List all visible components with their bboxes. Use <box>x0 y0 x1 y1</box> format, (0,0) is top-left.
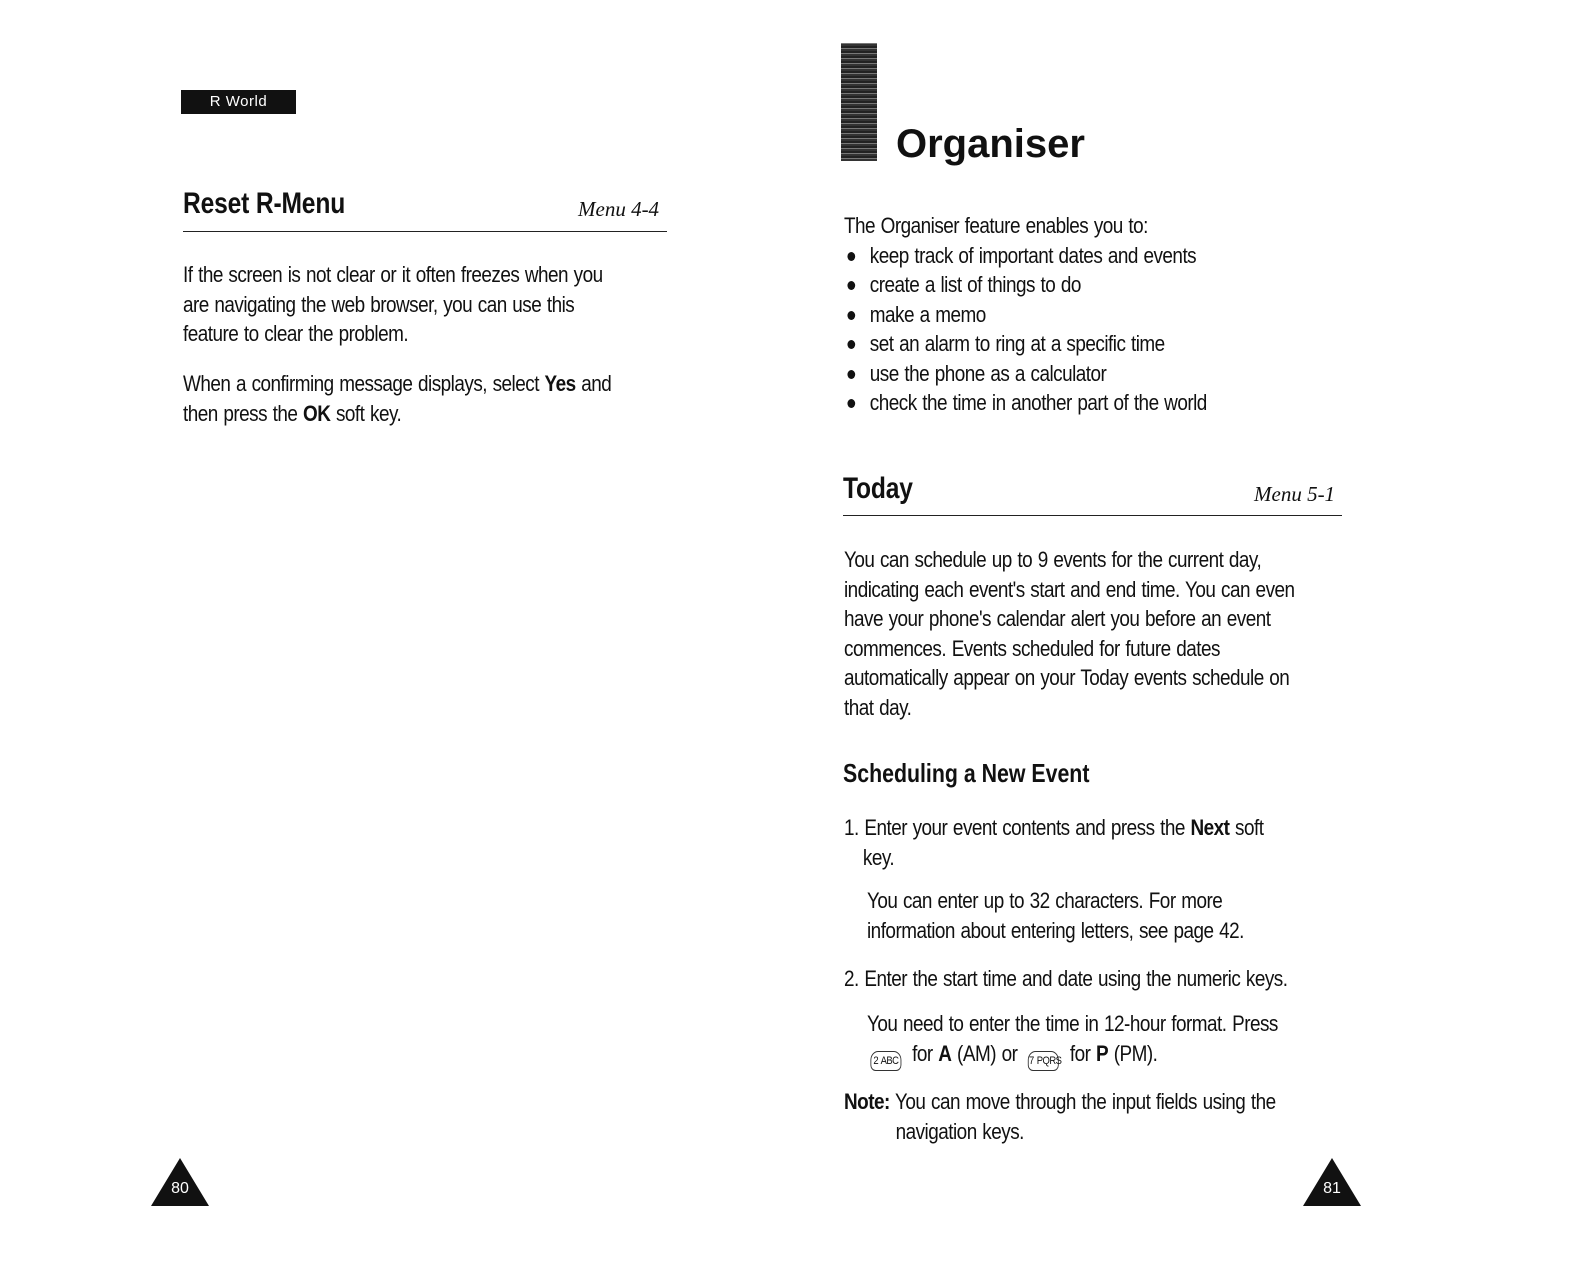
note-label: Note: <box>844 1089 890 1114</box>
reset-paragraph-1: If the screen is not clear or it often freezes when you are navigating the web browser, you can use this feature to clear the problem. <box>183 262 603 346</box>
menu-reference: Menu 5-1 <box>1254 482 1336 506</box>
step-1-note: You can enter up to 32 characters. For more information about entering letters, see page 42. <box>867 888 1244 943</box>
organiser-feature-list <box>844 241 1207 418</box>
list-item: keep track of important dates and events <box>844 241 1207 271</box>
running-head: R World <box>181 90 296 114</box>
list-item: use the phone as a calculator <box>844 359 1207 389</box>
menu-reference: Menu 4-4 <box>578 197 660 221</box>
step-2-note: You need to enter the time in 12-hour format. Press 2 ABC for A (AM) or 7 PQRS for P (PM). <box>867 1009 1278 1068</box>
page-marker-right <box>1302 1158 1362 1208</box>
list-item: check the time in another part of the world <box>844 388 1207 418</box>
section-rule <box>183 231 667 232</box>
list-item: create a list of things to do <box>844 270 1207 300</box>
step-1: 1. Enter your event contents and press the Next soft key. <box>844 815 1264 870</box>
section-rule <box>843 515 1342 516</box>
page-number-80: 80 <box>171 1180 189 1197</box>
list-item: make a memo <box>844 300 1207 330</box>
list-item: set an alarm to ring at a specific time <box>844 329 1207 359</box>
today-paragraph: You can schedule up to 9 events for the current day, indicating each event's start and end time. You can even have your phone's calendar alert you before an event commences. Events scheduled for future dates automatically appear on your Today events schedule on that day. <box>844 547 1295 720</box>
section-title-today: Today <box>843 472 913 505</box>
chapter-title: Organiser <box>896 122 1085 166</box>
organiser-intro: The Organiser feature enables you to: keep track of important dates and events create a list of things to do make a memo set an alarm to ring at a specific time use the phone as a calculator check the time in another part of the world <box>844 211 1207 418</box>
page-marker-left <box>150 1158 210 1208</box>
section-title-reset-r-menu: Reset R-Menu <box>183 187 346 220</box>
keypad-2-icon: 2 ABC <box>870 1051 901 1071</box>
page-number-81: 81 <box>1323 1180 1341 1197</box>
subsection-title-scheduling: Scheduling a New Event <box>843 758 1090 788</box>
chapter-tab-bar <box>841 43 877 161</box>
note: Note: You can move through the input fields using the navigation keys. <box>844 1089 1276 1144</box>
step-2: 2. Enter the start time and date using the numeric keys. <box>844 966 1288 991</box>
keypad-7-icon: 7 PQRS <box>1028 1051 1059 1071</box>
reset-paragraph-2: When a confirming message displays, select Yes and then press the OK soft key. <box>183 371 612 426</box>
